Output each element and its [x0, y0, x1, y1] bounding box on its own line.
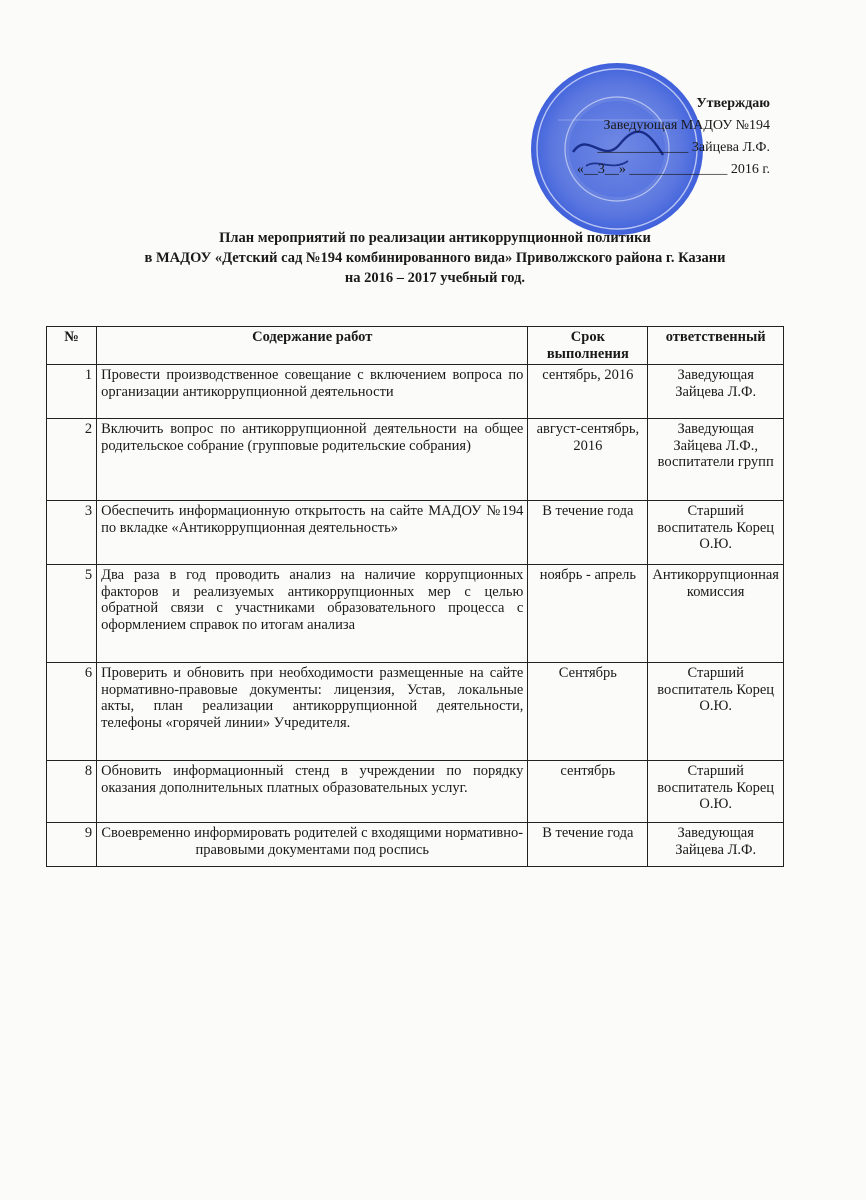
plan-table: [46, 326, 784, 867]
row-responsible: Старший воспитатель Корец О.Ю.: [648, 663, 784, 761]
approval-heading: Утверждаю: [696, 96, 770, 111]
row-term: август-сентябрь, 2016: [528, 419, 648, 501]
row-num: 8: [47, 761, 97, 823]
approval-signature: _____________ Зайцева Л.Ф.: [597, 140, 770, 155]
title-line-2: в МАДОУ «Детский сад №194 комбинированного вида» Приволжского района г. Казани: [144, 250, 726, 266]
table-row: [47, 663, 784, 761]
row-num: 3: [47, 501, 97, 565]
title-line-3: на 2016 – 2017 учебный год.: [344, 270, 526, 286]
document-title: [40, 228, 830, 288]
row-work: Провести производственное совещание с включением вопроса по организации антикоррупционной деятельности: [97, 365, 528, 419]
row-term: ноябрь - апрель: [528, 565, 648, 663]
approval-position: Заведующая МАДОУ №194: [603, 118, 770, 133]
approval-block: [530, 93, 770, 181]
row-term: Сентябрь: [528, 663, 648, 761]
table-row: [47, 761, 784, 823]
row-work: Обновить информационный стенд в учреждении по порядку оказания дополнительных платных образовательных услуг.: [97, 761, 528, 823]
header-term: Срок выполнения: [528, 327, 648, 365]
row-term: В течение года: [528, 823, 648, 867]
row-responsible: Заведующая Зайцева Л.Ф., воспитатели групп: [648, 419, 784, 501]
table-header-row: [47, 327, 784, 365]
row-num: 1: [47, 365, 97, 419]
table-row: [47, 565, 784, 663]
table-row: [47, 419, 784, 501]
table-row: [47, 823, 784, 867]
title-line-1: План мероприятий по реализации антикоррупционной политики: [219, 230, 651, 246]
row-work: Включить вопрос по антикоррупционной деятельности на общее родительское собрание (групповые родительские собрания): [97, 419, 528, 501]
approval-date: «__3__» ______________ 2016 г.: [576, 162, 770, 177]
row-responsible: Старший воспитатель Корец О.Ю.: [648, 501, 784, 565]
row-responsible: Заведующая Зайцева Л.Ф.: [648, 365, 784, 419]
row-term: сентябрь, 2016: [528, 365, 648, 419]
row-work: Своевременно информировать родителей с входящими нормативно-правовыми документами под роспись: [97, 823, 528, 867]
row-work: Два раза в год проводить анализ на наличие коррупционных факторов и реализуемых антикоррупционных мер с целью обратной связи с участниками образовательного процесса с оформлением справок по итогам анализа: [97, 565, 528, 663]
row-responsible: Старший воспитатель Корец О.Ю.: [648, 761, 784, 823]
row-term: сентябрь: [528, 761, 648, 823]
row-responsible: Заведующая Зайцева Л.Ф.: [648, 823, 784, 867]
row-num: 5: [47, 565, 97, 663]
row-num: 9: [47, 823, 97, 867]
row-responsible: Антикоррупционная комиссия: [648, 565, 784, 663]
table-row: [47, 501, 784, 565]
table-row: [47, 365, 784, 419]
header-num: №: [47, 327, 97, 365]
row-work: Проверить и обновить при необходимости размещенные на сайте нормативно-правовые документы: лицензия, Устав, локальные акты, план реализации антикоррупционной деятельности, телефоны «горячей линии» Учредителя.: [97, 663, 528, 761]
row-work: Обеспечить информационную открытость на сайте МАДОУ №194 по вкладке «Антикоррупционная деятельность»: [97, 501, 528, 565]
row-num: 2: [47, 419, 97, 501]
row-term: В течение года: [528, 501, 648, 565]
row-num: 6: [47, 663, 97, 761]
header-work: Содержание работ: [97, 327, 528, 365]
header-responsible: ответственный: [648, 327, 784, 365]
